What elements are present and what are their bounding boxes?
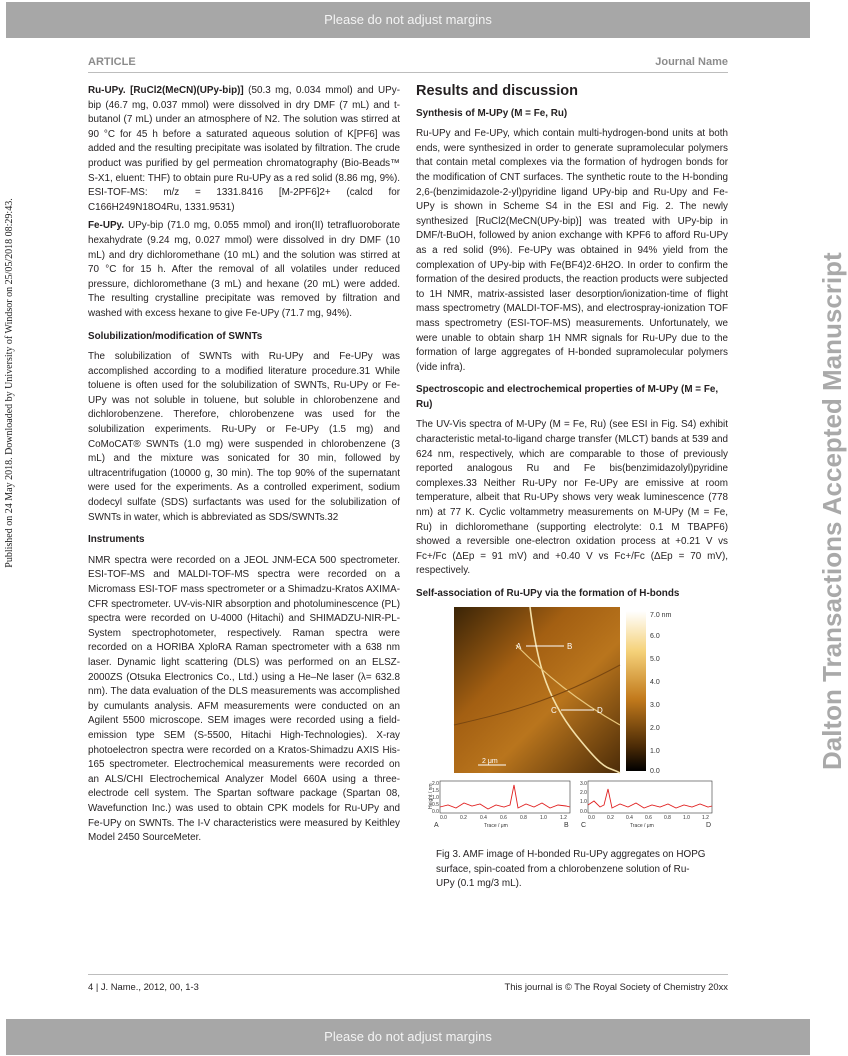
p2-xtick: 0.6 [645,815,652,821]
p1-xtick: 0.0 [440,815,447,821]
instruments-paragraph: NMR spectra were recorded on a JEOL JNM-ECA 500 spectrometer. ESI-TOF-MS and MALDI-TOF-MS spectra were recorded on a Micromass ESI-TOF mass spectrometer or a Shimadzu-Kratos AXIMA-CFR spectrometer. UV-vis-NIR absorption and photoluminescence (PL) spectra were recorded on U-4000 (Hitachi) and SHIMADZU-NIR-PL-System spectrophotometer, respectively. Raman spectra were recorded on a HORIBA XploRA Raman spectrometer with a 638 nm laser. Dynamic light scattering (DLS) was performed on an ELSZ-2000ZS (Otsuka Electronics Co., Ltd.) using a He–Ne laser (λ= 632.8 nm). The data evaluation of the DLS measurements was accomplished by cumulants analysis. AFM measurements were conducted on an Agilent 5500 microscope. SEM images were recorded using a field-emission type SEM (S-5500, Hitachi High-Technologies). X-ray photoelectron spectra were recorded on a Kratos-Shimadzu AXIS His-165 spectrometer. Electrochemical measurements were recorded on an ALS/CHI Electrochemical Analyzer Model 660A using a three-electrode cell system. The Spartan software package (Spartan 08, Wavefunction Inc.) was used to obtain CPK models for Ru-UPy and Fe-UPy on SWNTs. The I-V characteristics were measured by Keithley Model 2450 SourceMeter. [88,554,400,844]
self-association-heading: Self-association of Ru-UPy via the formation of H-bonds [416,588,680,599]
p2-label-d: D [706,822,712,829]
p1-xtick: 0.8 [520,815,527,821]
scalebar-label: 2 μm [482,758,498,765]
p1-label-a: A [434,822,439,829]
afm-figure-svg [426,605,726,835]
p1-xtick: 1.2 [560,815,567,821]
left-column [88,84,400,850]
header-rule [88,72,728,73]
top-margin-band: Please do not adjust margins [6,2,810,38]
synthesis-paragraph: Ru-UPy and Fe-UPy, which contain multi-hydrogen-bond units at both ends, were synthesized in order to generate supramolecular polymers that contain metal complexes via the formation of hydrogen bonds for the modification of CNT surfaces. The synthetic route to the H-bonding 2,6-(benzimidazole-2-yl)pyridine ligand UPy-bip and Ru-Upy and Fe-UPy is shown in Scheme S4 in the ESI and Fig. 2. The newly synthesized [RuCl2(MeCN(UPy-bip)] was treated with UPy-bip in DMF/t-BuOH, followed by anion exchange with KPF6 to afford Ru-UPy as a red solid (9%). Fe-UPy was obtained in 94% yield from the complexation of UPy-bip with Fe(BF4)2·6H2O. In order to confirm the formation of the desired products, the reaction products were subjected to 1H NMR, matrix-assisted laser desorption/ionization-time of flight mass spectrometry (MALDI-TOF-MS), and electrospray-ionization TOF mass spectrometry (ESI-TOF-MS) measurements. Unfortunately, we were unable to obtain sharp 1H NMR signals for Ru-UPy due to the formation of large aggregates of H-bonded supramolecular polymers (vide infra). [416,128,728,373]
p2-ytick: 2.0 [580,790,587,796]
article-label: ARTICLE [88,56,136,68]
marker-b: B [567,642,573,651]
accepted-manuscript-watermark: Dalton Transactions Accepted Manuscript [817,252,847,770]
cbar-tick: 1.0 [650,748,660,755]
page-footer-citation: 4 | J. Name., 2012, 00, 1-3 [88,981,199,992]
ru-upy-text: (50.3 mg, 0.034 mmol) and UPy-bip (46.7 mg, 0.037 mmol) were dissolved in dry DMF (7 mL) and t-butanol (7 mL) under an atmosphere of N2. The solution was stirred at 90 °C for 45 h before a saturated aqueous solution of K[PF6] was added and the resulting precipitate was isolated by filtration. The crude product was purified by gel permeation chromatography (Bio-Beads™ S-X1, eluent: THF) to obtain pure Ru-UPy as a red solid (8.86 mg, 9%). ESI-TOF-MS: m/z = 1331.8416 [M-2PF6]2+ (calcd for C166H249N18O4Ru, 1331.9531) [88,85,400,213]
p1-xtick: 0.6 [500,815,507,821]
solubilization-heading: Solubilization/modification of SWNTs [88,330,263,342]
p1-ytick: 0.0 [432,809,439,815]
instruments-heading: Instruments [88,534,145,546]
cbar-tick: 3.0 [650,702,660,709]
p2-label-c: C [581,822,587,829]
p2-xtick: 0.0 [588,815,595,821]
profile-ab-line [440,785,570,809]
p1-ytick: 1.5 [432,788,439,794]
fe-upy-lead: Fe-UPy. [88,220,125,232]
p2-ytick: 0.0 [580,809,587,815]
p1-ytick: 2.0 [432,781,439,787]
p2-ytick: 1.0 [580,799,587,805]
marker-a: A [516,642,522,651]
p1-ytick: 1.0 [432,795,439,801]
cbar-tick: 2.0 [650,725,660,732]
ru-complex-name: [RuCl2(MeCN)(UPy-bip)] [130,85,244,96]
colorbar [626,611,646,771]
spectroscopic-paragraph: The UV-Vis spectra of M-UPy (M = Fe, Ru) (see ESI in Fig. S4) exhibit characteristic metal-to-ligand charge transfer (MLCT) bands at 539 and 624 nm, respectively, which are comparable to those of previously reported analogous Ru and Fe bis(benzimidazolyl)pyridine complexes.33 Neither Ru-UPy nor Fe-UPy are emissive at room temperature, albeit that Ru-UPy shows very weak luminescence (778 nm) at 77 K. Cyclic voltammetry measurements on M-UPy (M = Fe, Ru) in dichloromethane (supporting electrolyte: 0.1 M TBAPF6) showed a reversible one-electron oxidation process at +0.21 V vs Fc+/Fc (ΔEp = 91 mV) and +0.40 V vs Fc+/Fc (ΔEp = 70 mV), respectively. [416,419,728,577]
afm-figure [426,605,726,835]
p2-xtick: 1.2 [702,815,709,821]
p1-xtick: 0.4 [480,815,487,821]
profile-ylabel: Height / nm [428,783,434,809]
p2-xtick: 0.8 [664,815,671,821]
marker-d: D [597,706,603,715]
p1-xtick: 1.0 [540,815,547,821]
page-footer-copyright: This journal is © The Royal Society of Chemistry 20xx [504,981,728,992]
cbar-tick: 4.0 [650,679,660,686]
fe-upy-synthesis-paragraph [88,219,400,321]
p1-xlabel: Trace / μm [484,823,508,829]
marker-c: C [551,706,557,715]
right-column [416,84,728,608]
afm-image [454,607,620,773]
bottom-margin-band: Please do not adjust margins [6,1019,810,1055]
p1-xtick: 0.2 [460,815,467,821]
figure-caption: Fig 3. AMF image of H-bonded Ru-UPy aggregates on HOPG surface, spin-coated from a chlorobenzene solution of Ru-UPy (0.1 mg/3 mL). [436,849,706,890]
p2-xtick: 1.0 [683,815,690,821]
ru-upy-synthesis-paragraph [88,84,400,215]
publication-sidebar: Published on 24 May 2018. Downloaded by University of Windsor on 25/05/2018 08:29:43. [4,198,15,568]
p2-xlabel: Trace / μm [630,823,654,829]
cbar-tick: 0.0 [650,768,660,775]
fe-upy-text: UPy-bip (71.0 mg, 0.055 mmol) and iron(II) tetrafluoroborate hexahydrate (9.24 mg, 0.027 mmol) were dissolved in dry DMF (10 mL) and dry dichloromethane (10 mL) and the solution was stirred at 70 °C for 15 h. After the removal of all volatiles under reduced pressure, dichloromethane (3 mL) and hexane (20 mL) were added. The resulting crystalline precipitate was removed by filtration and washed with excess hexane to give Fe-UPy (71.7 mg, 94%). [88,220,400,319]
spectroscopic-heading: Spectroscopic and electrochemical properties of M-UPy (M = Fe, Ru) [416,384,719,410]
p1-label-b: B [564,822,569,829]
results-heading: Results and discussion [416,83,578,99]
p2-xtick: 0.2 [607,815,614,821]
p2-xtick: 0.4 [626,815,633,821]
cbar-tick: 6.0 [650,633,660,640]
ru-upy-lead: Ru-UPy. [88,85,126,96]
cbar-tick: 7.0 nm [650,612,672,619]
synthesis-heading: Synthesis of M-UPy (M = Fe, Ru) [416,107,568,119]
cbar-tick: 5.0 [650,656,660,663]
journal-name: Journal Name [655,56,728,68]
profile-cd-line [588,789,712,808]
solubilization-paragraph: The solubilization of SWNTs with Ru-UPy and Fe-UPy was accomplished according to a modified literature procedure.31 While toluene is often used for the solubilization of SWNTs, Ru-UPy or Fe-UPy was not soluble in toluene, but soluble in chlorobenzene and dichlorobenzene. Therefore, chlorobenzene was used for the solubilization experiments. Ru-UPy or Fe-UPy (1.5 mg) and CoMoCAT® SWNTs (1.0 mg) were suspended in chlorobenzene (3 mL) and the mixture was sonicated for 30 min, followed by ultracentrifugation (10000 g, 30 min). The top 90% of the supernatant were used for the experiments. As a controlled experiment, sodium dodecyl sulfate (SDS) surfactants was used for the solubilization of SWNTs in water, which is abbreviated as SDS/SWNTs.32 [88,351,400,523]
footer-rule [88,974,728,975]
profile-cd-frame [588,781,712,813]
p2-ytick: 3.0 [580,781,587,787]
colorbar-ticks [650,612,672,775]
p1-ytick: 0.5 [432,802,439,808]
